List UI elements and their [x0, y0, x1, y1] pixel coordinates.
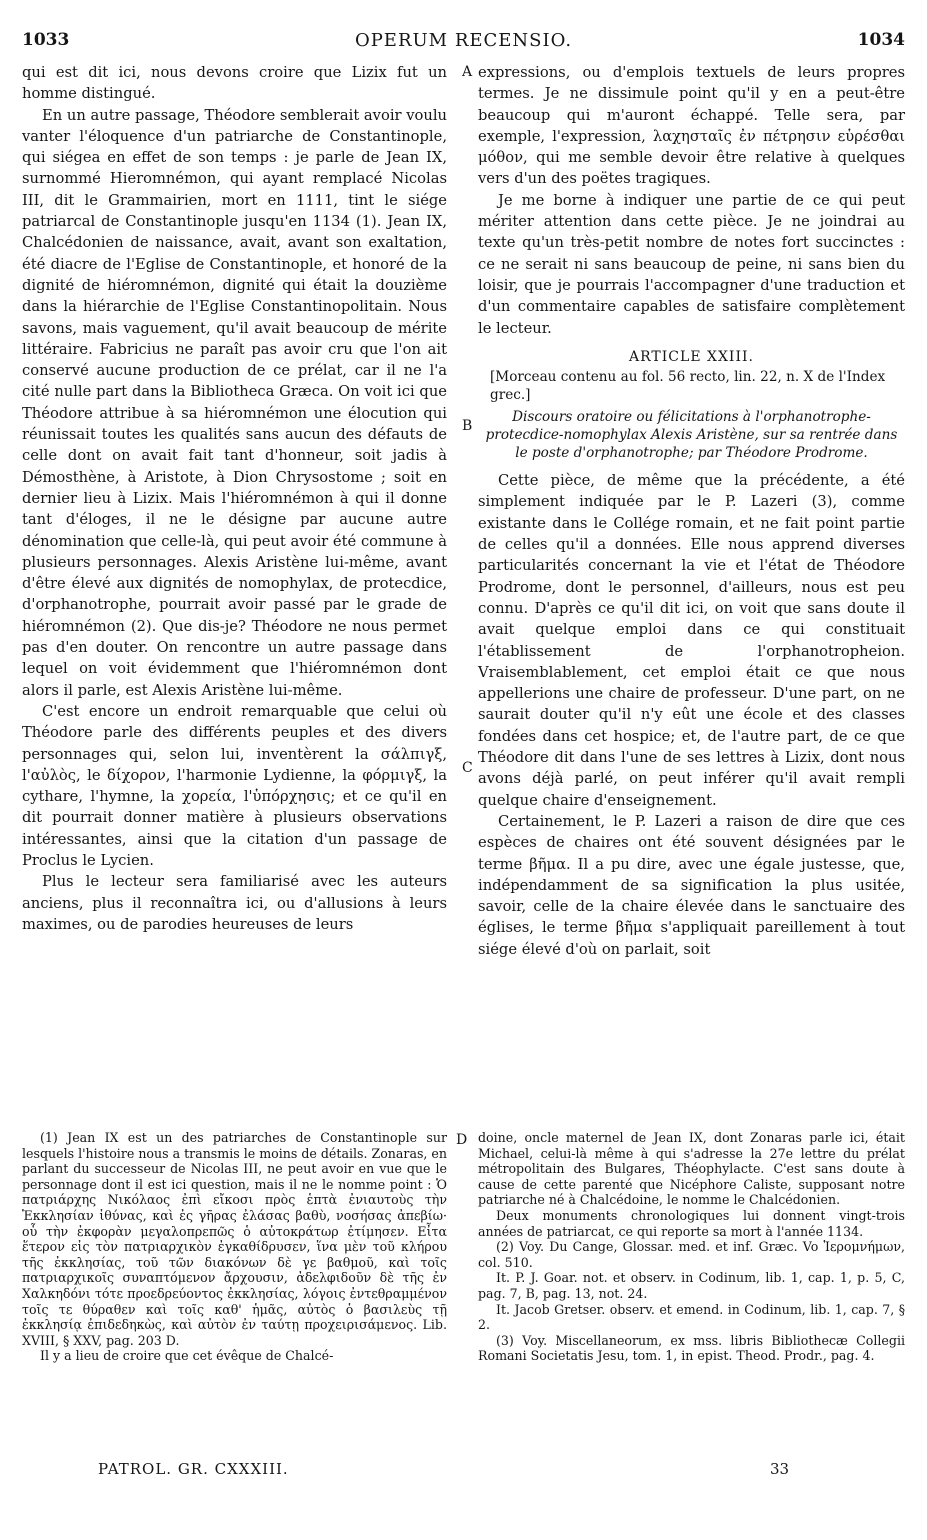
footnotes-left	[22, 1130, 447, 1364]
source-reference: [Morceau contenu au fol. 56 recto, lin. 22, n. X de l'Index grec.]	[490, 369, 886, 404]
footnotes-right	[478, 1130, 905, 1364]
footnote: (3) Voy. Miscellaneorum, ex mss. libris Bibliothecæ Collegii Romani Societatis Jesu, tom. 1, in epist. Theod. Prodr., pag. 4.	[478, 1332, 905, 1364]
right-column	[478, 62, 905, 960]
running-title: OPERUM RECENSIO.	[354, 30, 573, 51]
footnote: Il y a lieu de croire que cet évêque de Chalcé-	[40, 1348, 334, 1364]
paragraph: Cette pièce, de même que la précédente, a été simplement indiquée par le P. Lazeri (3), comme existante dans le Collége romain, et ne fait point partie de celles qu'il a données. Elle nous apprend diverses particularités concernant la vie et l'état de Théodore Prodrome, dont le personnel, d'ailleurs, nous est peu connu. D'après ce qu'il dit ici, on voit que sans doute il avait quelque emploi dans ce qui constituait l'établissement de l'orphanotropheion. Vraisemblablement, cet emploi était ce que nous appellerions une chaire de professeur. D'une part, on ne saurait douter qu'il n'y eût une école et des classes fondées dans cet hospice; et, de l'autre part, de ce que Théodore dit dans l'une de ses lettres à Lizix, dont nous avons déjà parlé, on peut inférer qu'il avait rempli quelque chaire d'enseignement.	[478, 472, 905, 809]
left-column	[22, 62, 447, 935]
paragraph: Je me borne à indiquer une partie de ce qui peut mériter attention dans cette pièce. Je ne joindrai au texte qu'un très-petit nombre de notes fort succinctes : ce ne serait ni sans beaucoup de peine, ni sans bien du loisir, que je pourrais l'accompagner d'une traduction et d'un commentaire capables de satisfaire complètement le lecteur.	[478, 191, 905, 337]
margin-letter-c: C	[462, 760, 473, 776]
margin-letter-a: A	[462, 64, 473, 80]
paragraph: Plus le lecteur sera familiarisé avec les auteurs anciens, plus il reconnaîtra ici, ou d'allusions à leurs maximes, ou de parodies heureuses de leurs	[22, 873, 447, 933]
footnote: It. P. J. Goar. not. et observ. in Codinum, lib. 1, cap. 1, p. 5, C, pag. 7, B, pag. 13, not. 24.	[478, 1270, 905, 1301]
footnote: (1) Jean IX est un des patriarches de Constantinople sur lesquels l'histoire nous a transmis le moins de détails. Zonaras, en parlant du successeur de Nicolas III, ne peut avoir en vue que le personnage dont il est ici question, mais il ne le nomme point : Ὁ πατριάρχης Νικόλαος ἐπὶ εἴκοσι πρὸς ἑπτὰ ἐνιαυτοὺς τὴν Ἐκκλησίαν ἰθύνας, καὶ ἐς γῆρας ἐλάσας βαθὺ, νοσήσας ἀπεβίω· οὗ τὴν ἐκφορὰν μεγαλοπρεπῶς ὁ αὐτοκράτωρ ἐτίμησεν. Εἶτα ἕτερον εἰς τὸν πατριαρχικὸν ἐγκαθίδρυσεν, ἵνα μὲν τοῦ κλήρου τῆς ἐκκλησίας, τοῦ τῶν διακόνων δὲ γε βαθμοῦ, καὶ τοῖς πατριαρχικοῖς συναπτόμενον ἄρχουσιν, ἀδελφιδοῦν δὲ τῆς ἐν Χαλκηδόνι τότε προεδρεύοντος ἐκκλησίας, λόγοις ἐντεθραμμένον τοῖς τε θύραθεν καὶ τοῖς καθ' ἡμᾶς, αὐτὸς ὁ βασιλεὺς τῇ ἐκκλησίᾳ ἐπιδεδηκὼς, καὶ αὐτὸν ἐν ταύτῃ προχειρισάμενος. Lib. XVIII, § XXV, pag. 203 D.	[22, 1130, 447, 1348]
footnote: (2) Voy. Du Cange, Glossar. med. et inf. Græc. Vo Ἱερομνήμων, col. 510.	[478, 1239, 905, 1270]
paragraph: expressions, ou d'emplois textuels de leurs propres termes. Je ne dissimule point qu'il y en a peut-être beaucoup qui m'auront échappé. Telle sera, par exemple, l'expression, λαχησταῖς ἐν πέτρησιν εὑρέσθαι μόθον, qui me semble devoir être relative à quelques vers d'un des poëtes tragiques.	[478, 64, 905, 188]
footer-collection: PATROL. GR. CXXXIII.	[98, 1460, 289, 1478]
footnote: It. Jacob Gretser. observ. et emend. in Codinum, lib. 1, cap. 7, § 2.	[478, 1301, 905, 1333]
paragraph: En un autre passage, Théodore semblerait avoir voulu vanter l'éloquence d'un patriarche de Constantinople, qui siégea en effet de son temps : je parle de Jean IX, surnommé Hieromnémon, qui ayant remplacé Nicolas III, dit le Grammairien, mort en 1111, tint le siége patriarcal de Constantinople jusqu'en 1134 (1). Jean IX, Chalcédonien de naissance, avait, avant son exaltation, été diacre de l'Eglise de Constantinople, et honoré de la dignité de hiéromnémon, dignité qui était la douzième dans la hiérarchie de l'Eglise Constantinopolitain. Nous savons, mais vaguement, qu'il avait beaucoup de mérite littéraire. Fabricius ne paraît pas avoir cru que l'on ait conservé aucune production de ce prélat, car il ne l'a cité nulle part dans la Bibliotheca Græca. On voit ici que Théodore attribue à sa hiéromnémon une élocution qui réunissait toutes les qualités sans aucun des défauts de celle dont on avait fait tant d'honneur, soit jadis à Démosthène, à Aristote, à Dion Chrysostome ; soit en dernier lieu à Lizix. Mais l'hiéromnémon à qui il donne tant d'éloges, il ne le désigne par aucune autre dénomination que celle-là, qui peut avoir été commune à plusieurs personnages. Alexis Aristène lui-même, avant d'être élevé aux dignités de nomophylax, de protecdice, d'orphanotrophe, pourrait avoir passé par le grade de hiéromnémon (2). Que dis-je? Théodore ne nous permet pas d'en douter. On rencontre un autre passage dans lequel on voit évidemment que l'hiéromnémon dont alors il parle, est Alexis Aristène lui-même.	[22, 106, 447, 699]
page-number-left: 1033	[22, 30, 70, 50]
page-header	[22, 30, 905, 60]
footnote: doine, oncle maternel de Jean IX, dont Zonaras parle ici, était Michael, celui-là même à qui s'adresse la 27e lettre du prélat métropolitain des Bulgares, Théophylacte. C'est sans doute à cause de cette parenté que Nicéphore Caliste, supposant notre patriarche né à Chalcédoine, le nomme le Chalcédonien.	[478, 1130, 905, 1208]
footer-signature: 33	[770, 1460, 790, 1478]
article-title: ARTICLE XXIII.	[629, 348, 754, 365]
article-subtitle: Discours oratoire ou félicitations à l'orphanotrophe-protecdice-nomophylax Alexis Aristène, sur sa rentrée dans le poste d'orphanotrophe; par Théodore Prodrome.	[485, 409, 898, 462]
margin-letter-b: B	[462, 418, 473, 434]
paragraph: C'est encore un endroit remarquable que celui où Théodore parle des différents peuples et des divers personnages qui, selon lui, inventèrent la σάλπιγξ, l'αὐλὸς, le δίχορον, l'harmonie Lydienne, la φόρμιγξ, la cythare, l'hymne, la χορεία, l'ὑπόρχησις; et ce qu'il en dit pourrait donner matière à plusieurs observations intéressantes, ainsi que la citation d'un passage de Proclus le Lycien.	[22, 702, 447, 869]
paragraph: qui est dit ici, nous devons croire que Lizix fut un homme distingué.	[22, 64, 447, 103]
margin-letter-d: D	[456, 1132, 468, 1148]
footnote: Deux monuments chronologiques lui donnent vingt-trois années de patriarcat, ce qui reporte sa mort à l'année 1134.	[478, 1207, 905, 1239]
paragraph: Certainement, le P. Lazeri a raison de dire que ces espèces de chaires ont été souvent désignées par le terme βῆμα. Il a pu dire, avec une égale justesse, que, indépendamment de sa signification la plus usitée, savoir, celle de la chaire élevée dans le sanctuaire des églises, le terme βῆμα s'appliquait pareillement à tout siége élevé d'où on parlait, soit	[478, 812, 905, 958]
page-number-right: 1034	[857, 30, 905, 50]
